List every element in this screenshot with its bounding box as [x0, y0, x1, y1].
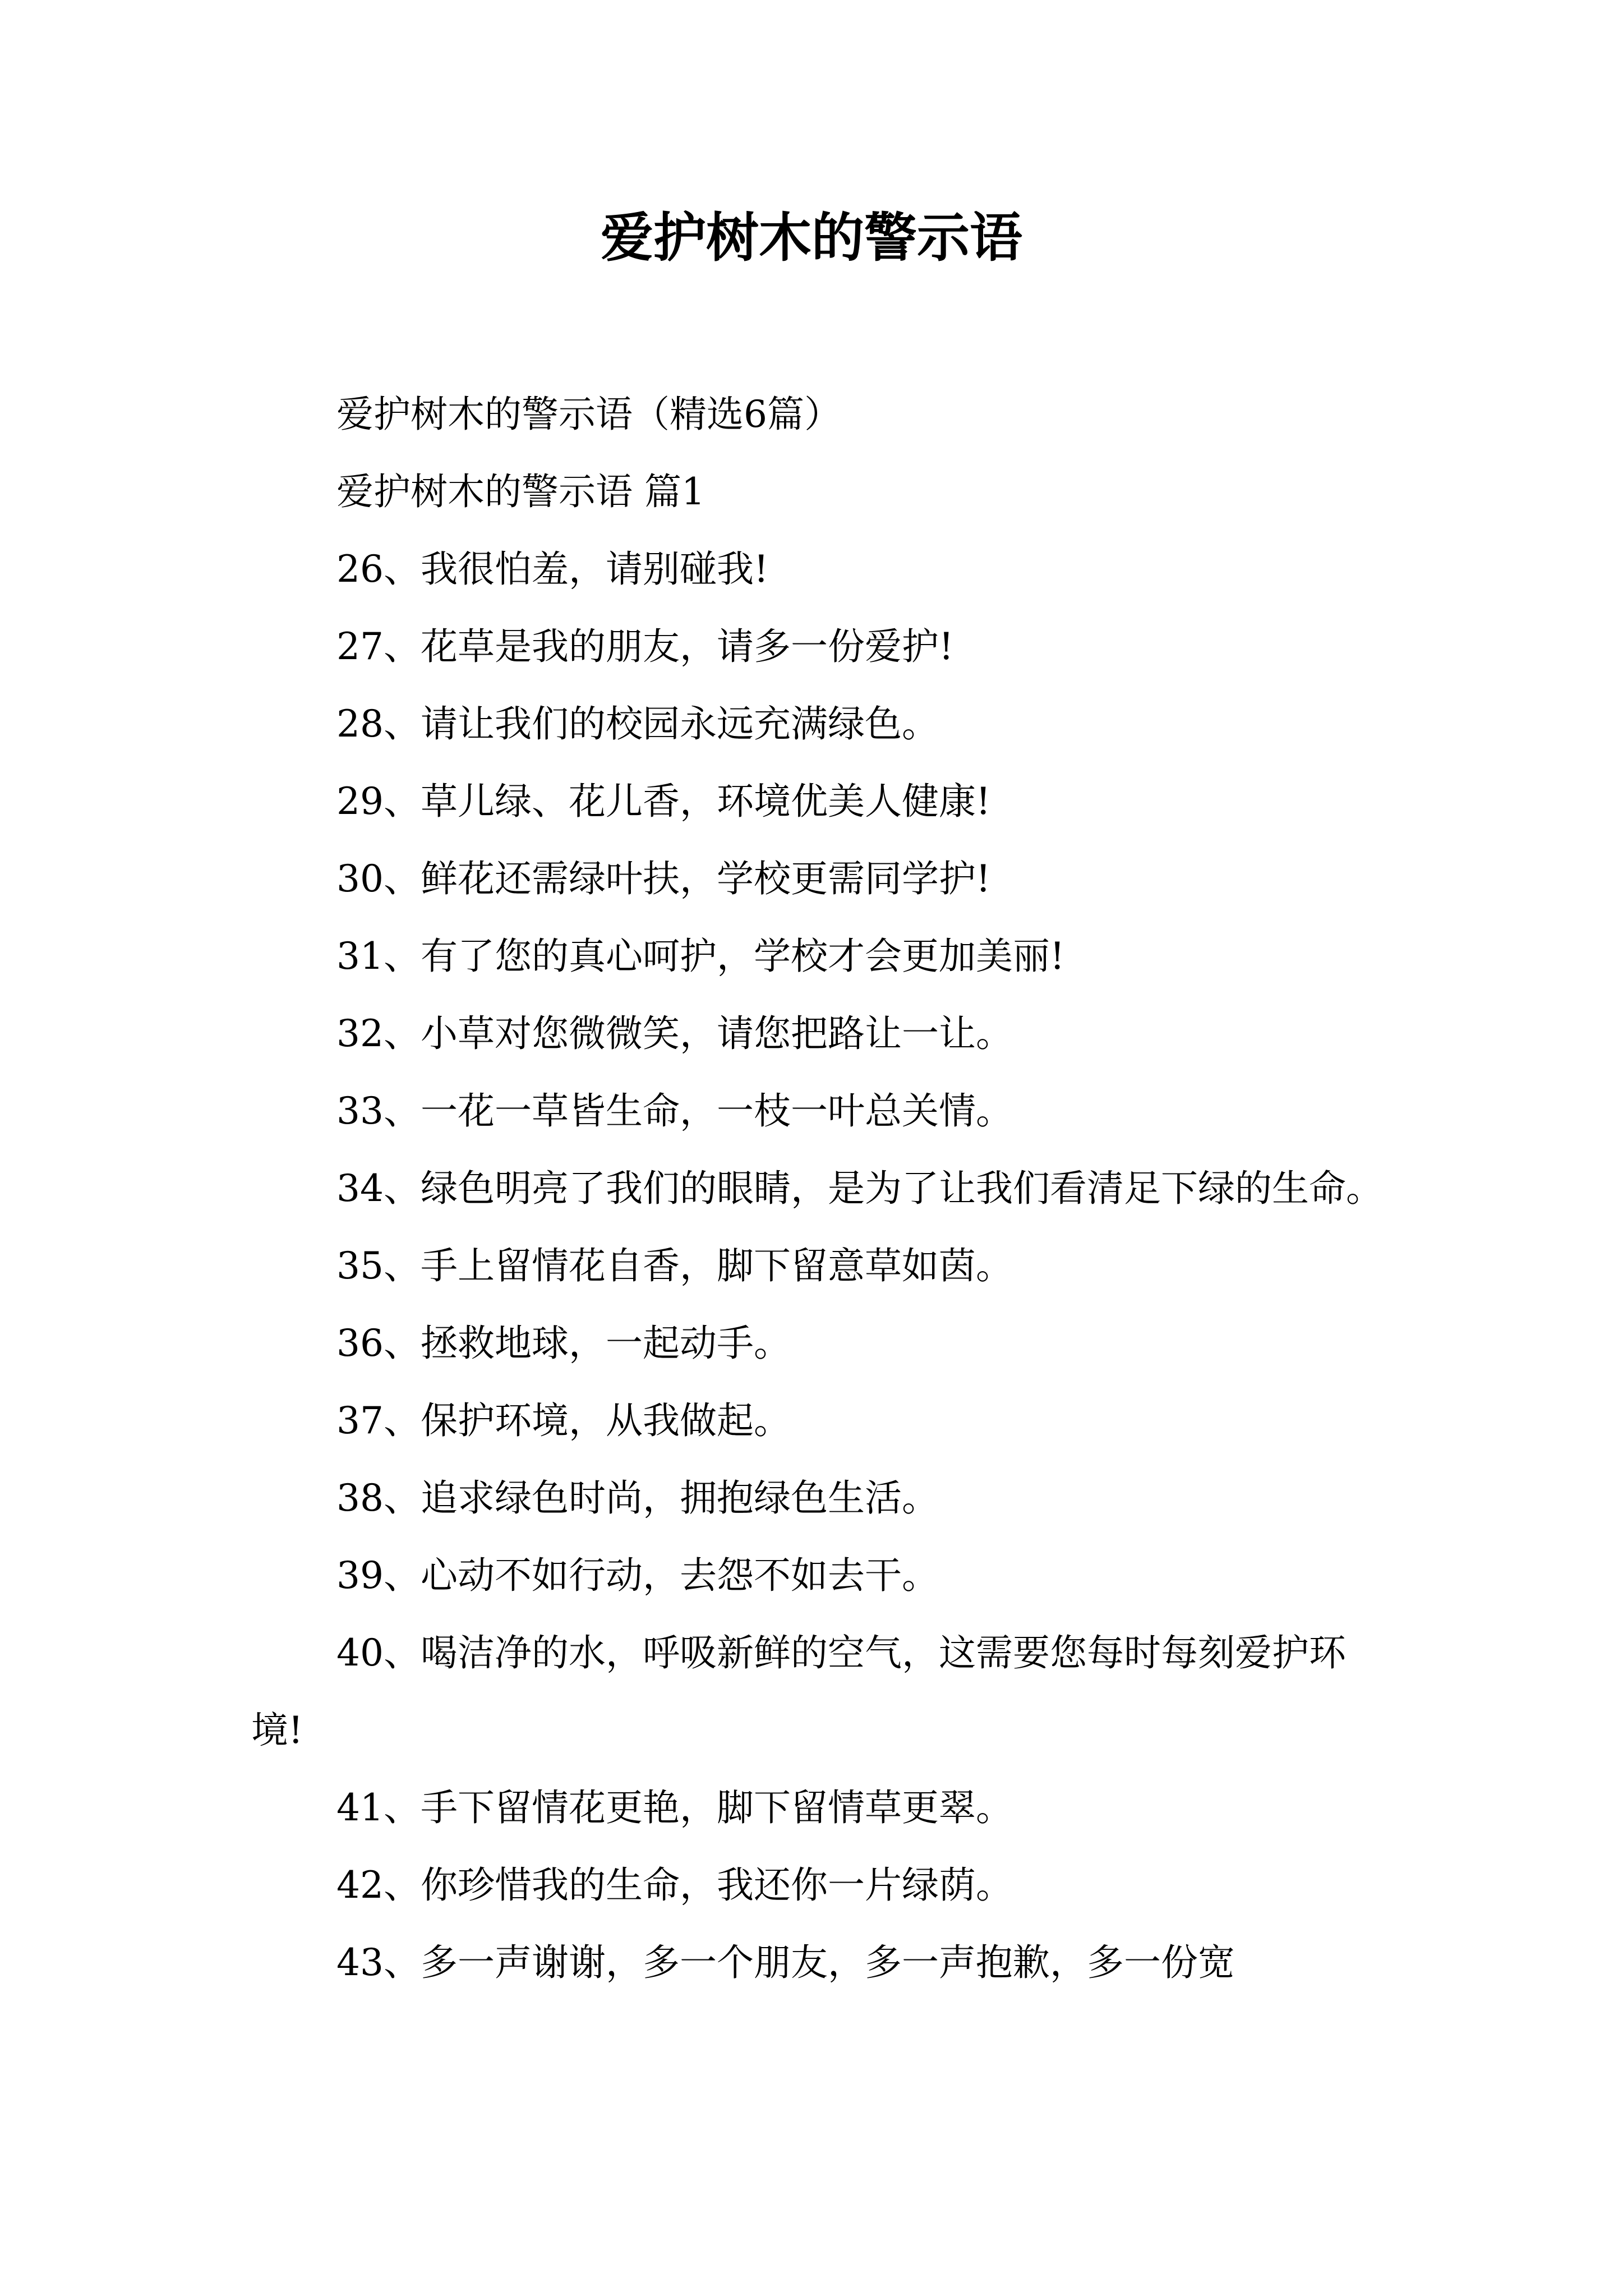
paragraph: 36、拯救地球，一起动手。: [336, 1322, 791, 1365]
paragraph: 33、一花一草皆生命，一枝一叶总关情。: [336, 1089, 1013, 1133]
document-title: 爱护树木的警示语: [600, 208, 1022, 269]
paragraph: 30、鲜花还需绿叶扶，学校更需同学护!: [336, 857, 991, 900]
paragraph: 37、保护环境，从我做起。: [336, 1399, 791, 1442]
paragraph: 28、请让我们的校园永远充满绿色。: [336, 702, 939, 746]
paragraph: 42、你珍惜我的生命，我还你一片绿荫。: [336, 1864, 1013, 1907]
paragraph: 27、花草是我的朋友，请多一份爱护!: [336, 625, 954, 668]
paragraph: 43、多一声谢谢，多一个朋友，多一声抱歉，多一份宽: [336, 1941, 1235, 1984]
paragraph: 爱护树木的警示语（精选6篇）: [336, 393, 841, 436]
paragraph: 41、手下留情花更艳，脚下留情草更翠。: [336, 1786, 1013, 1829]
paragraph: 35、手上留情花自香，脚下留意草如茵。: [336, 1244, 1013, 1287]
paragraph: 爱护树木的警示语 篇1: [336, 470, 705, 513]
paragraph: 40、喝洁净的水，呼吸新鲜的空气，这需要您每时每刻爱护环境!: [251, 1631, 1346, 1752]
paragraph: 31、有了您的真心呵护，学校才会更加美丽!: [336, 935, 1065, 978]
paragraph: 29、草儿绿、花儿香，环境优美人健康!: [336, 780, 991, 823]
document-body: [251, 376, 1395, 2001]
paragraph: 26、我很怕羞，请别碰我!: [336, 547, 769, 591]
paragraph: 34、绿色明亮了我们的眼睛，是为了让我们看清足下绿的生命。: [336, 1167, 1383, 1210]
paragraph: 38、追求绿色时尚，拥抱绿色生活。: [336, 1476, 939, 1520]
paragraph: 32、小草对您微微笑，请您把路让一让。: [336, 1012, 1013, 1055]
paragraph: 39、心动不如行动，去怨不如去干。: [336, 1554, 939, 1597]
